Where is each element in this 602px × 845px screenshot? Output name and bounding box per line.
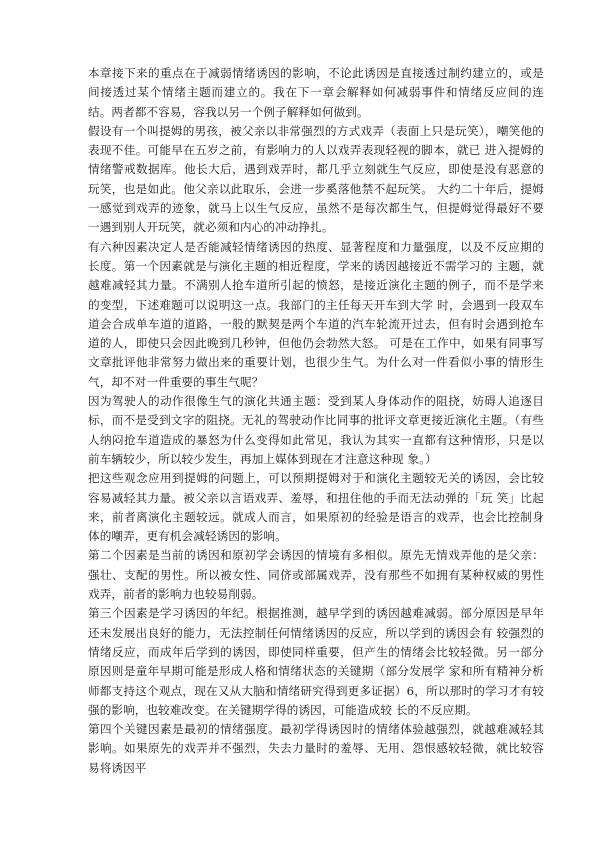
paragraph-4: 因为驾驶人的动作很像生气的演化共通主题：受到某人身体动作的阻挠，妨碍人追逐目标，而不是受到文字的阻挠。无礼的驾驶动作比同事的批评文章更接近演化主题。（有些人纳闷抢车道造成的暴怒为什么变得如此常见，我认为其实一直都有这种情形，只是以前车辆较少，所以较少发生，再加上媒体到现在才注意这种现 象。） (88, 394, 544, 466)
paragraph-1: 本章接下来的重点在于减弱情绪诱因的影响，不论此诱因是直接透过制约建立的，或是间接透过某个情绪主题而建立的。我在下一章会解释如何减弱事件和情绪反应间的连结。两者都不容易，容我以另一个例子解释如何做到。 (88, 66, 544, 119)
paragraph-7: 第三个因素是学习诱因的年纪。根据推测，越早学到的诱因越难减弱。部分原因是早年还未发展出良好的能力，无法控制任何情绪诱因的反应，所以学到的诱因会有 较强烈的情绪反应，而成年后学到的诱因，即使同样重要，但产生的情绪会比较轻微。另一部分原因则是童年早期可能是形成人格和情绪状态的关键期（部分发展学 家和所有精神分析师都支持这个观点，现在又从大脑和情绪研究得到更多证据）6，所以那时的学习才有较强的影响，也较难改变。在关键期学得的诱因，可能造成较 长的不反应期。 (88, 606, 544, 717)
paragraph-6: 第二个因素是当前的诱因和原初学会诱因的情境有多相似。原先无情戏弄他的是父亲：强壮、支配的男性。所以被女性、同侪或部属戏弄，没有那些不如拥有某种权威的男性戏弄，前者的影响力也较易削弱。 (88, 548, 544, 602)
paragraph-5: 把这些观念应用到提姆的问题上，可以预期提姆对于和演化主题较无关的诱因，会比较容易减轻其力量。被父亲以言语戏弄、羞辱，和扭住他的手而无法动弹的「玩 笑」比起来，前者离演化主题较远。就成人而言，如果原初的经验是语言的戏弄，也会比控制身体的嘲弄，更有机会减轻诱因的影响。 (88, 471, 544, 544)
paragraph-2: 假设有一个叫提姆的男孩，被父亲以非常强烈的方式戏弄（表面上只是玩笑），嘲笑他的表现不佳。可能早在五岁之前，有影响力的人以戏弄表现轻视的脚本，就已 进入提姆的情绪警戒数据库。他长大后，遇到戏弄时，都几乎立刻就生气反应，即使是没有恶意的玩笑，也是如此。他父亲以此取乐，会进一步奚落他禁不起玩笑。 大约二十年后，提姆一感觉到戏弄的迹象，就马上以生气反应，虽然不是每次都生气，但提姆觉得最好不要一遇到别人开玩笑，就必须和内心的冲动挣扎。 (88, 123, 544, 235)
paragraph-8: 第四个关键因素是最初的情绪强度。最初学得诱因时的情绪体验越强烈，就越难减轻其影响。如果原先的戏弄并不强烈，失去力量时的羞辱、无用、怨恨感较轻微，就比较容易将诱因平 (88, 722, 544, 775)
paragraph-3: 有六种因素决定人是否能减轻情绪诱因的热度、显著程度和力量强度，以及不反应期的长度。第一个因素就是与演化主题的相近程度，学来的诱因越接近不需学习的 主题，就越难减轻其力量。不满别人抢车道所引起的愤怒，是接近演化主题的例子，而不是学来的变型，下述难题可以说明这一点。我部门的主任每天开车到大学 时，会遇到一段双车道会合成单车道的道路，一般的默契是两个车道的汽车轮流开过去，但有时会遇到抢车道的人，即使只会因此晚到几秒钟，但他仍会勃然大怒。 可是在工作中，如果有同事写文章批评他非常努力做出来的重要计划，也很少生气。为什么对一件看似小事的情形生气，却不对一件重要的事生气呢？ (88, 239, 544, 389)
